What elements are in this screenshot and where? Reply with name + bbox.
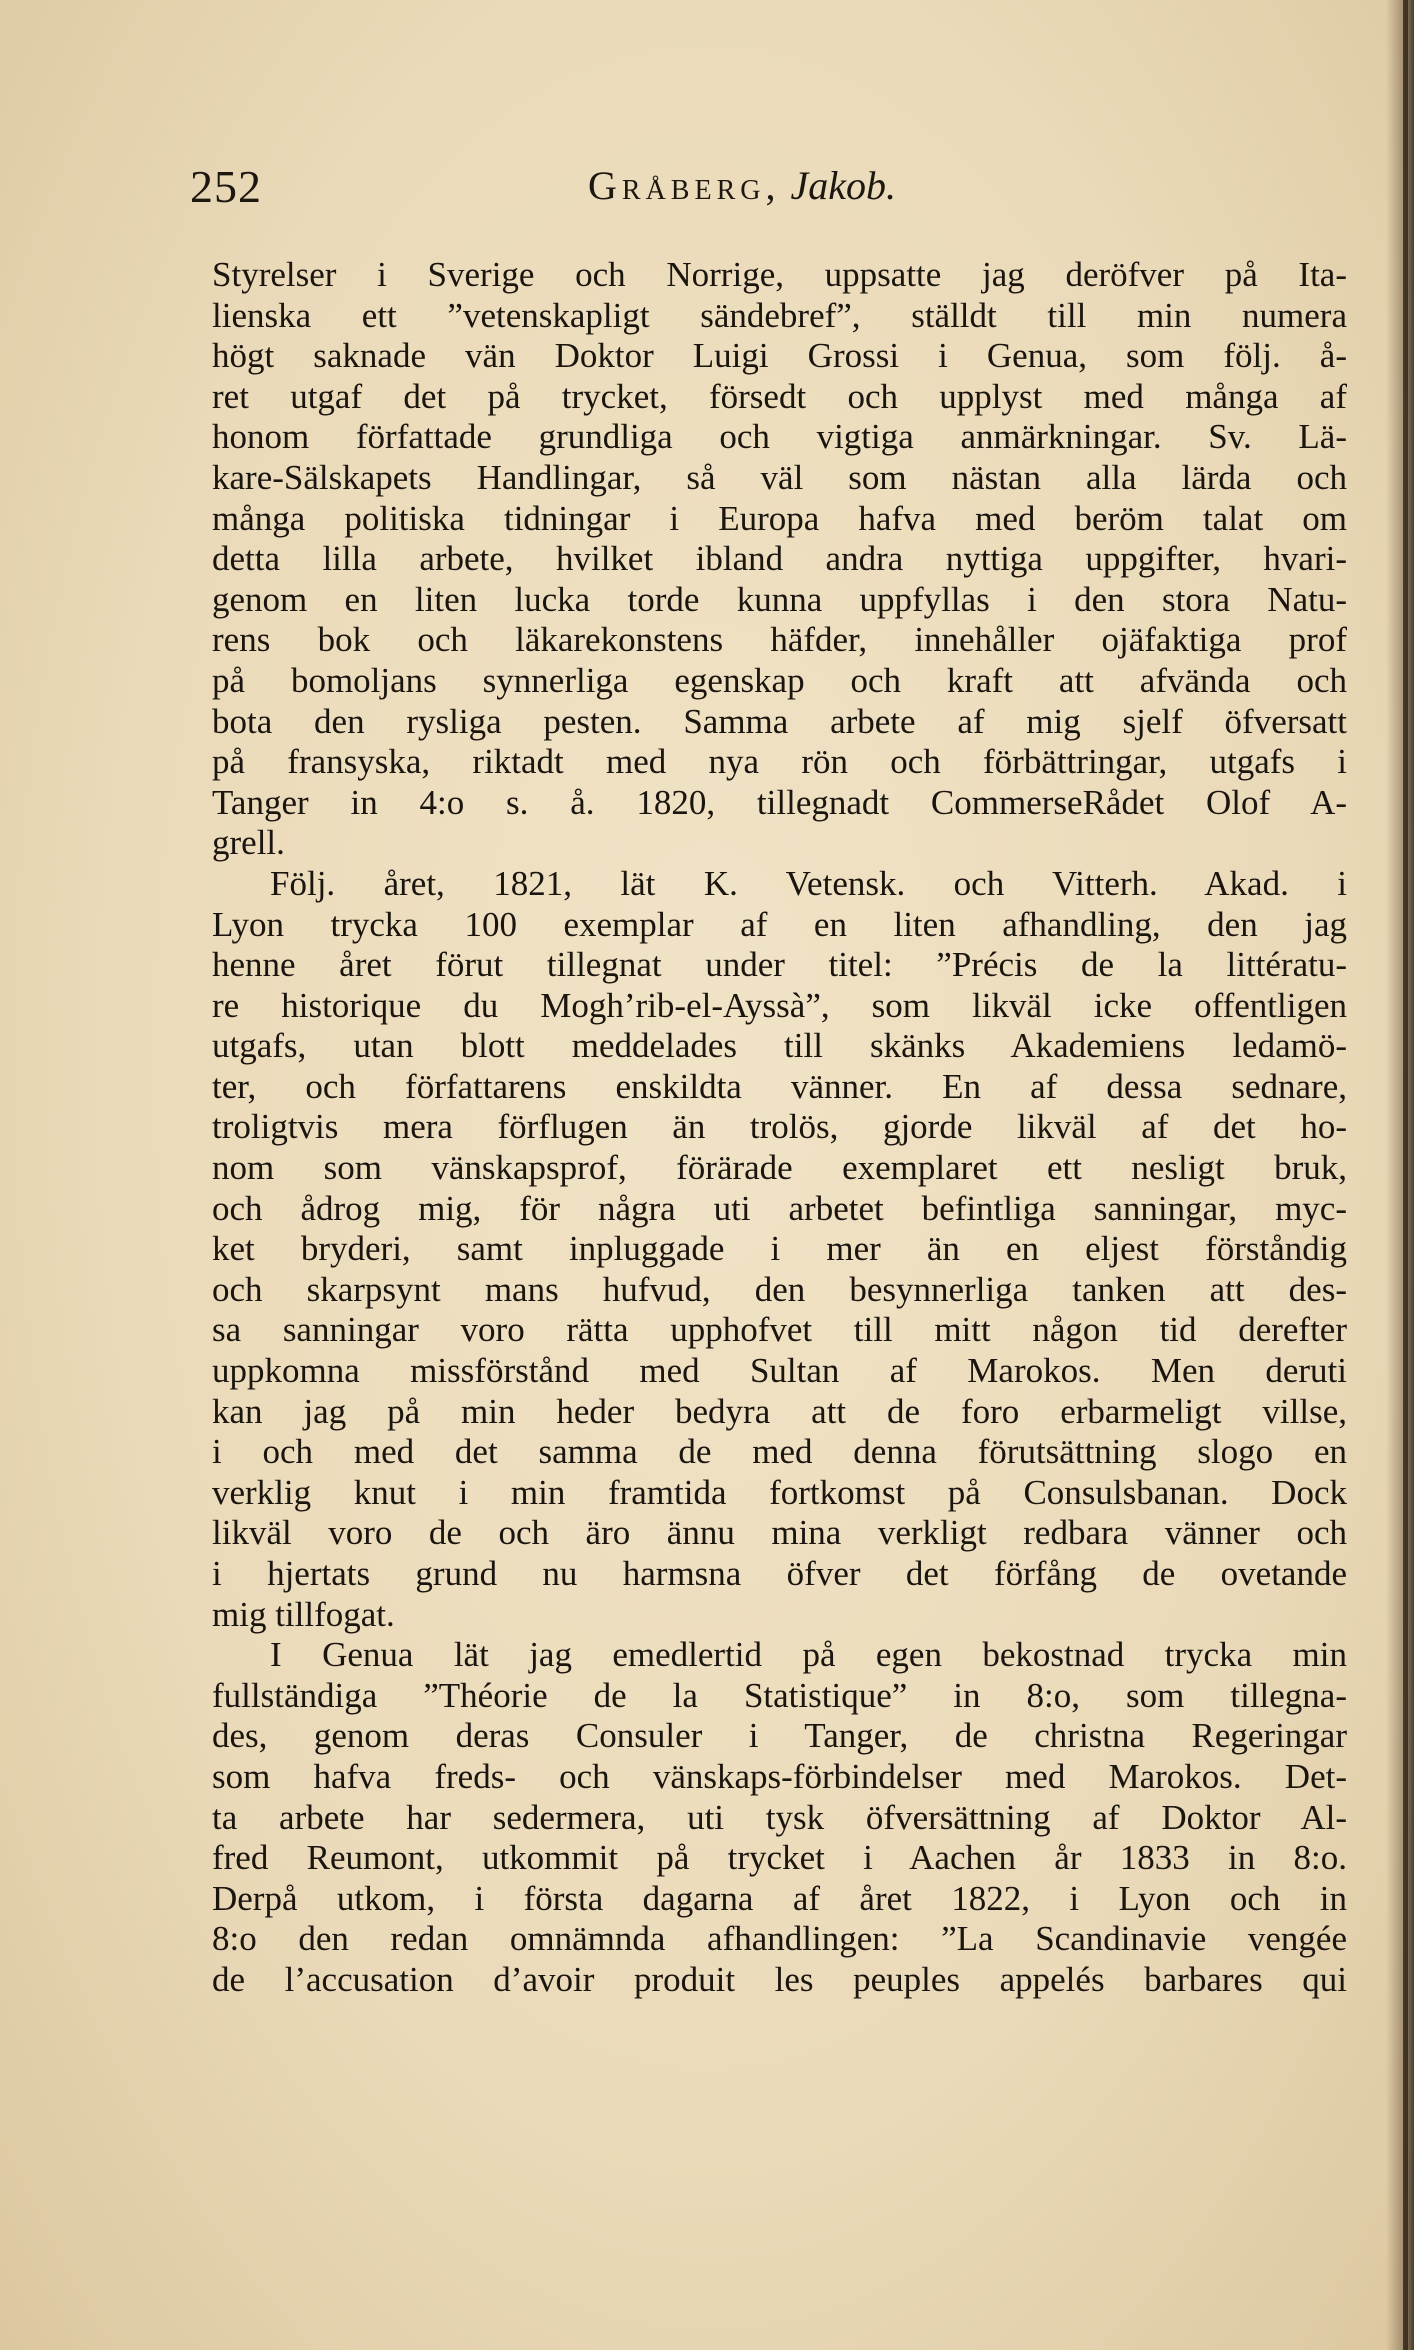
text-line: detta lilla arbete, hvilket ibland andra nyttiga uppgifter, hvari- bbox=[212, 539, 1347, 579]
text-line: ta arbete har sedermera, uti tysk öfversättning af Doktor Al- bbox=[212, 1797, 1347, 1837]
text-line: fullständiga ”Théorie de la Statistique” in 8:o, som tillegna- bbox=[212, 1675, 1347, 1715]
body-text bbox=[212, 255, 1347, 2001]
text-line: i och med det samma de med denna förutsättning slogo en bbox=[212, 1432, 1347, 1472]
running-head bbox=[588, 162, 896, 209]
text-line: rens bok och läkarekonstens häfder, innehåller ojäfaktiga prof bbox=[212, 620, 1347, 660]
text-line: likväl voro de och äro ännu mina verkligt redbara vänner och bbox=[212, 1513, 1347, 1553]
text-line: sa sanningar voro rätta upphofvet till mitt någon tid derefter bbox=[212, 1310, 1347, 1350]
text-line: ret utgaf det på trycket, försedt och upplyst med många af bbox=[212, 376, 1347, 416]
text-line: och ådrog mig, för några uti arbetet befintliga sanningar, myc- bbox=[212, 1188, 1347, 1228]
text-line: fred Reumont, utkommit på trycket i Aachen år 1833 in 8:o. bbox=[212, 1838, 1347, 1878]
text-line: verklig knut i min framtida fortkomst på Consulsbanan. Dock bbox=[212, 1472, 1347, 1512]
text-line: mig tillfogat. bbox=[212, 1594, 395, 1634]
text-line: som hafva freds- och vänskaps-förbindelser med Marokos. Det- bbox=[212, 1756, 1347, 1796]
text-line: nom som vänskapsprof, förärade exemplaret ett nesligt bruk, bbox=[212, 1148, 1347, 1188]
text-line: högt saknade vän Doktor Luigi Grossi i Genua, som följ. å- bbox=[212, 336, 1347, 376]
text-line: bota den rysliga pesten. Samma arbete af mig sjelf öfversatt bbox=[212, 701, 1347, 741]
text-line: i hjertats grund nu harmsna öfver det förfång de ovetande bbox=[212, 1554, 1347, 1593]
text-line: på bomoljans synnerliga egenskap och kraft att afvända och bbox=[212, 660, 1347, 700]
text-line: Följ. året, 1821, lät K. Vetensk. och Vitterh. Akad. i bbox=[270, 863, 1347, 903]
text-line: ket bryderi, samt inpluggade i mer än en eljest förståndig bbox=[212, 1229, 1347, 1269]
page-header bbox=[190, 150, 1340, 230]
text-line: de l’accusation d’avoir produit les peuples appelés barbares qui bbox=[212, 1959, 1347, 1999]
text-line: re historique du Mogh’rib-el-Ayssà”, som likväl icke offentligen bbox=[212, 985, 1347, 1025]
text-line: genom en liten lucka torde kunna uppfyllas i den stora Natu- bbox=[212, 579, 1347, 619]
text-line: henne året förut tillegnat under titel: ”Précis de la littératu- bbox=[212, 945, 1347, 985]
page-edge bbox=[1403, 0, 1408, 2350]
text-line: des, genom deras Consuler i Tanger, de christna Regeringar bbox=[212, 1716, 1347, 1756]
text-line: kan jag på min heder bedyra att de foro erbarmeligt villse, bbox=[212, 1391, 1347, 1431]
text-line: Derpå utkom, i första dagarna af året 1822, i Lyon och in bbox=[212, 1878, 1347, 1918]
text-line: uppkomna missförstånd med Sultan af Marokos. Men deruti bbox=[212, 1351, 1347, 1391]
text-line: troligtvis mera förflugen än trolös, gjorde likväl af det ho- bbox=[212, 1107, 1347, 1147]
text-line: Styrelser i Sverige och Norrige, uppsatte jag deröfver på Ita- bbox=[212, 255, 1347, 294]
text-line: Tanger in 4:o s. å. 1820, tillegnadt CommerseRådet Olof A- bbox=[212, 782, 1347, 822]
page-number: 252 bbox=[190, 161, 262, 212]
running-head-surname: Gråberg, bbox=[588, 163, 781, 208]
text-line: Lyon trycka 100 exemplar af en liten afhandling, den jag bbox=[212, 904, 1347, 944]
text-line: ter, och författarens enskildta vänner. En af dessa sednare, bbox=[212, 1066, 1347, 1106]
text-line: honom författade grundliga och vigtiga anmärkningar. Sv. Lä- bbox=[212, 417, 1347, 457]
text-line: på fransyska, riktadt med nya rön och förbättringar, utgafs i bbox=[212, 742, 1347, 782]
text-line: utgafs, utan blott meddelades till skänks Akademiens ledamö- bbox=[212, 1026, 1347, 1066]
text-line: kare-Sälskapets Handlingar, så väl som nästan alla lärda och bbox=[212, 457, 1347, 497]
text-line: grell. bbox=[212, 823, 285, 863]
spine-shadow bbox=[1386, 0, 1414, 2350]
text-line: I Genua lät jag emedlertid på egen bekostnad trycka min bbox=[270, 1635, 1347, 1675]
text-line: 8:o den redan omnämnda afhandlingen: ”La Scandinavie vengée bbox=[212, 1919, 1347, 1959]
text-line: lienska ett ”vetenskapligt sändebref”, ställdt till min numera bbox=[212, 295, 1347, 335]
running-head-given-name: Jakob. bbox=[790, 163, 896, 208]
text-line: många politiska tidningar i Europa hafva med beröm talat om bbox=[212, 498, 1347, 538]
text-line: och skarpsynt mans hufvud, den besynnerliga tanken att des- bbox=[212, 1269, 1347, 1309]
